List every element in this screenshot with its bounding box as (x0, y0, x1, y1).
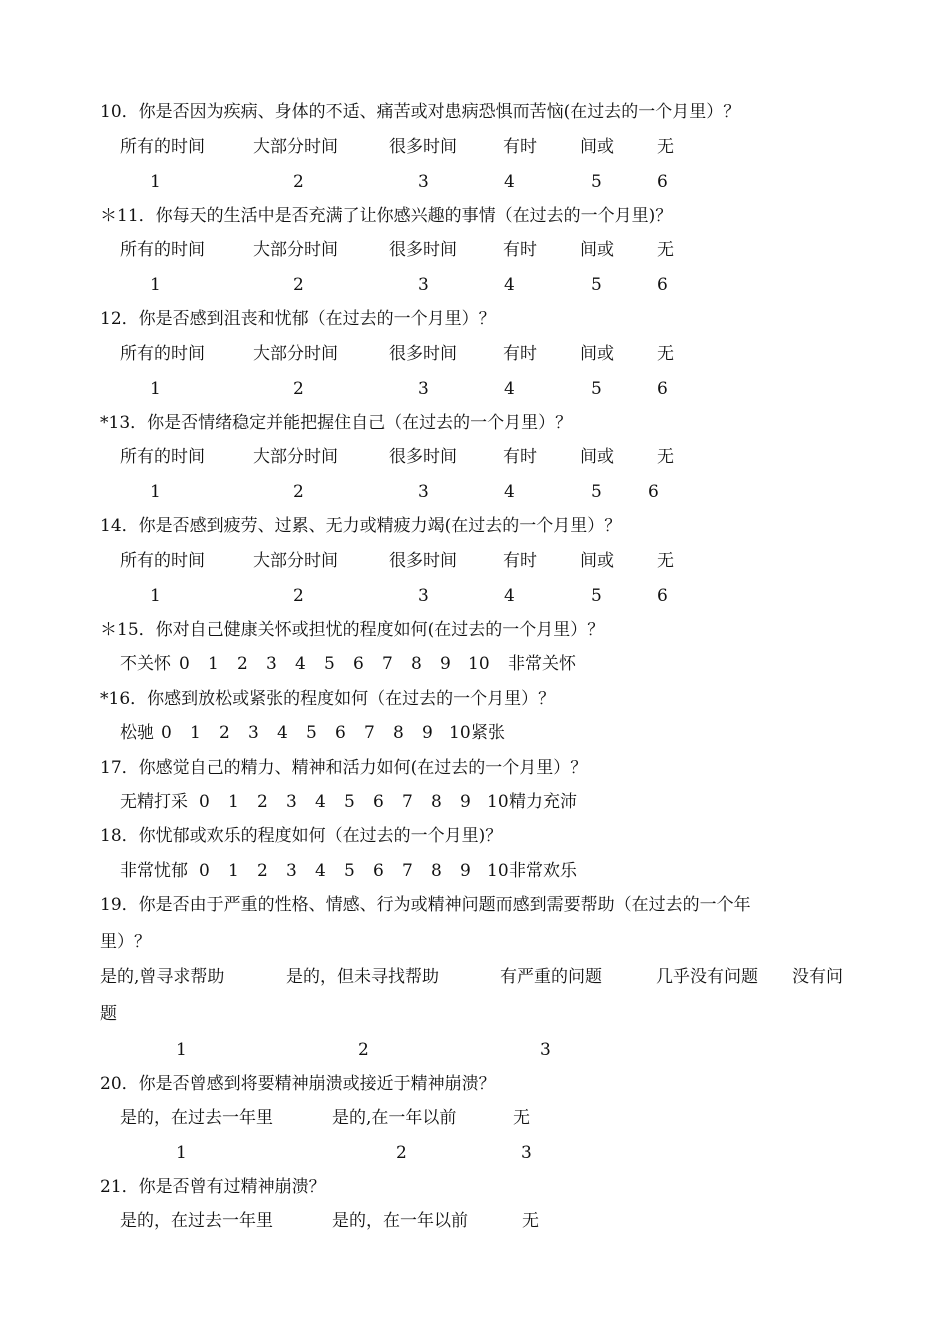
scale-low-label: 无精打采 (120, 792, 188, 812)
score-1: 1 (150, 379, 161, 399)
option-most-time: 大部分时间 (253, 551, 338, 571)
option-occasionally: 间或 (580, 447, 614, 467)
option-much-time: 很多时间 (389, 240, 457, 260)
score-3: 3 (418, 172, 429, 192)
score-1: 1 (150, 482, 161, 502)
score-1: 1 (150, 586, 161, 606)
scale-9: 9 (460, 861, 471, 881)
scale-1: 1 (228, 792, 239, 812)
score-3: 3 (418, 379, 429, 399)
option-over-year-ago: 是的，在一年以前 (332, 1211, 468, 1231)
score-6: 6 (657, 275, 668, 295)
scale-7: 7 (382, 654, 393, 674)
score-1: 1 (176, 1040, 187, 1060)
question-10: 10．你是否因为疾病、身体的不适、痛苦或对患病恐惧而苦恼(在过去的一个月里）？ (100, 102, 741, 122)
question-18: 18．你忧郁或欢乐的程度如何（在过去的一个月里)？ (100, 826, 503, 846)
option-most-time: 大部分时间 (253, 344, 338, 364)
option-occasionally: 间或 (580, 344, 614, 364)
question-21: 21．你是否曾有过精神崩溃？ (100, 1177, 326, 1197)
scale-3: 3 (266, 654, 277, 674)
score-3: 3 (540, 1040, 551, 1060)
score-2: 2 (293, 586, 304, 606)
option-none: 无 (657, 240, 674, 260)
scale-10: 10 (487, 861, 509, 881)
scale-4: 4 (295, 654, 306, 674)
scale-4: 4 (277, 723, 288, 743)
scale-5: 5 (306, 723, 317, 743)
scale-10: 10 (449, 723, 471, 743)
scale-0: 0 (199, 792, 210, 812)
option-past-year: 是的，在过去一年里 (120, 1108, 273, 1128)
option-all-time: 所有的时间 (120, 551, 205, 571)
score-2: 2 (293, 482, 304, 502)
scale-high-label: 非常欢乐 (509, 861, 577, 881)
question-20: 20．你是否曾感到将要精神崩溃或接近于精神崩溃？ (100, 1074, 496, 1094)
question-15: ＊15．你对自己健康关怀或担忧的程度如何(在过去的一个月里）？ (100, 620, 605, 640)
option-past-year: 是的，在过去一年里 (120, 1211, 273, 1231)
option-not-sought-help: 是的，但未寻找帮助 (286, 967, 439, 987)
option-sometimes: 有时 (503, 344, 537, 364)
option-none: 无 (513, 1108, 530, 1128)
scale-3: 3 (248, 723, 259, 743)
option-most-time: 大部分时间 (253, 240, 338, 260)
option-none: 无 (657, 447, 674, 467)
scale-6: 6 (353, 654, 364, 674)
scale-7: 7 (364, 723, 375, 743)
option-much-time: 很多时间 (389, 551, 457, 571)
score-3: 3 (418, 586, 429, 606)
scale-7: 7 (402, 861, 413, 881)
score-4: 4 (504, 586, 515, 606)
score-2: 2 (293, 379, 304, 399)
score-6: 6 (657, 172, 668, 192)
scale-2: 2 (257, 792, 268, 812)
score-2: 2 (396, 1143, 407, 1163)
option-all-time: 所有的时间 (120, 240, 205, 260)
scale-1: 1 (228, 861, 239, 881)
score-4: 4 (504, 275, 515, 295)
scale-3: 3 (286, 792, 297, 812)
option-serious-problem: 有严重的问题 (500, 967, 602, 987)
scale-1: 1 (208, 654, 219, 674)
scale-9: 9 (460, 792, 471, 812)
score-4: 4 (504, 172, 515, 192)
option-occasionally: 间或 (580, 240, 614, 260)
score-1: 1 (150, 172, 161, 192)
score-3: 3 (418, 275, 429, 295)
option-no-problem-wrap: 题 (100, 1004, 117, 1024)
scale-5: 5 (324, 654, 335, 674)
scale-high-label: 精力充沛 (509, 792, 577, 812)
scale-8: 8 (393, 723, 404, 743)
scale-low-label: 不关怀 (120, 654, 171, 674)
score-6: 6 (648, 482, 659, 502)
option-all-time: 所有的时间 (120, 137, 205, 157)
question-17: 17．你感觉自己的精力、精神和活力如何(在过去的一个月里）？ (100, 758, 588, 778)
scale-high-label: 紧张 (471, 723, 505, 743)
score-3: 3 (521, 1143, 532, 1163)
score-4: 4 (504, 482, 515, 502)
scale-0: 0 (199, 861, 210, 881)
score-3: 3 (418, 482, 429, 502)
scale-4: 4 (315, 792, 326, 812)
option-none: 无 (657, 137, 674, 157)
scale-high-label: 非常关怀 (508, 654, 576, 674)
scale-2: 2 (237, 654, 248, 674)
option-most-time: 大部分时间 (253, 447, 338, 467)
scale-2: 2 (257, 861, 268, 881)
option-sometimes: 有时 (503, 551, 537, 571)
score-5: 5 (591, 172, 602, 192)
scale-9: 9 (422, 723, 433, 743)
question-11: ＊11．你每天的生活中是否充满了让你感兴趣的事情（在过去的一个月里)？ (100, 206, 673, 226)
option-none: 无 (522, 1211, 539, 1231)
score-1: 1 (150, 275, 161, 295)
option-almost-no-problem: 几乎没有问题 (656, 967, 758, 987)
scale-low-label: 非常忧郁 (120, 861, 188, 881)
scale-10: 10 (487, 792, 509, 812)
option-occasionally: 间或 (580, 137, 614, 157)
option-much-time: 很多时间 (389, 344, 457, 364)
score-2: 2 (293, 172, 304, 192)
scale-0: 0 (179, 654, 190, 674)
scale-8: 8 (431, 861, 442, 881)
score-1: 1 (176, 1143, 187, 1163)
scale-7: 7 (402, 792, 413, 812)
option-much-time: 很多时间 (389, 447, 457, 467)
scale-3: 3 (286, 861, 297, 881)
question-19-line1: 19．你是否由于严重的性格、情感、行为或精神问题而感到需要帮助（在过去的一个年 (100, 895, 751, 915)
score-5: 5 (591, 482, 602, 502)
scale-4: 4 (315, 861, 326, 881)
option-sometimes: 有时 (503, 137, 537, 157)
option-sometimes: 有时 (503, 240, 537, 260)
score-2: 2 (358, 1040, 369, 1060)
scale-1: 1 (190, 723, 201, 743)
scale-6: 6 (335, 723, 346, 743)
scale-8: 8 (411, 654, 422, 674)
scale-5: 5 (344, 792, 355, 812)
question-16: *16．你感到放松或紧张的程度如何（在过去的一个月里）？ (100, 689, 556, 709)
scale-10: 10 (468, 654, 490, 674)
question-12: 12．你是否感到沮丧和忧郁（在过去的一个月里）？ (100, 309, 496, 329)
option-over-year-ago: 是的,在一年以前 (332, 1108, 457, 1128)
score-6: 6 (657, 586, 668, 606)
option-no-problem: 没有问 (792, 967, 843, 987)
option-most-time: 大部分时间 (253, 137, 338, 157)
option-none: 无 (657, 551, 674, 571)
scale-2: 2 (219, 723, 230, 743)
scale-5: 5 (344, 861, 355, 881)
scale-6: 6 (373, 792, 384, 812)
score-5: 5 (591, 275, 602, 295)
score-2: 2 (293, 275, 304, 295)
option-none: 无 (657, 344, 674, 364)
scale-9: 9 (440, 654, 451, 674)
scale-low-label: 松驰 (120, 723, 154, 743)
scale-0: 0 (161, 723, 172, 743)
option-sought-help: 是的,曾寻求帮助 (100, 967, 225, 987)
scale-6: 6 (373, 861, 384, 881)
option-sometimes: 有时 (503, 447, 537, 467)
score-6: 6 (657, 379, 668, 399)
score-4: 4 (504, 379, 515, 399)
option-all-time: 所有的时间 (120, 447, 205, 467)
question-13: *13．你是否情绪稳定并能把握住自己（在过去的一个月里）？ (100, 413, 573, 433)
score-5: 5 (591, 379, 602, 399)
option-much-time: 很多时间 (389, 137, 457, 157)
option-occasionally: 间或 (580, 551, 614, 571)
option-all-time: 所有的时间 (120, 344, 205, 364)
question-19-line2: 里）？ (100, 932, 151, 952)
question-14: 14．你是否感到疲劳、过累、无力或精疲力竭(在过去的一个月里）？ (100, 516, 622, 536)
scale-8: 8 (431, 792, 442, 812)
score-5: 5 (591, 586, 602, 606)
